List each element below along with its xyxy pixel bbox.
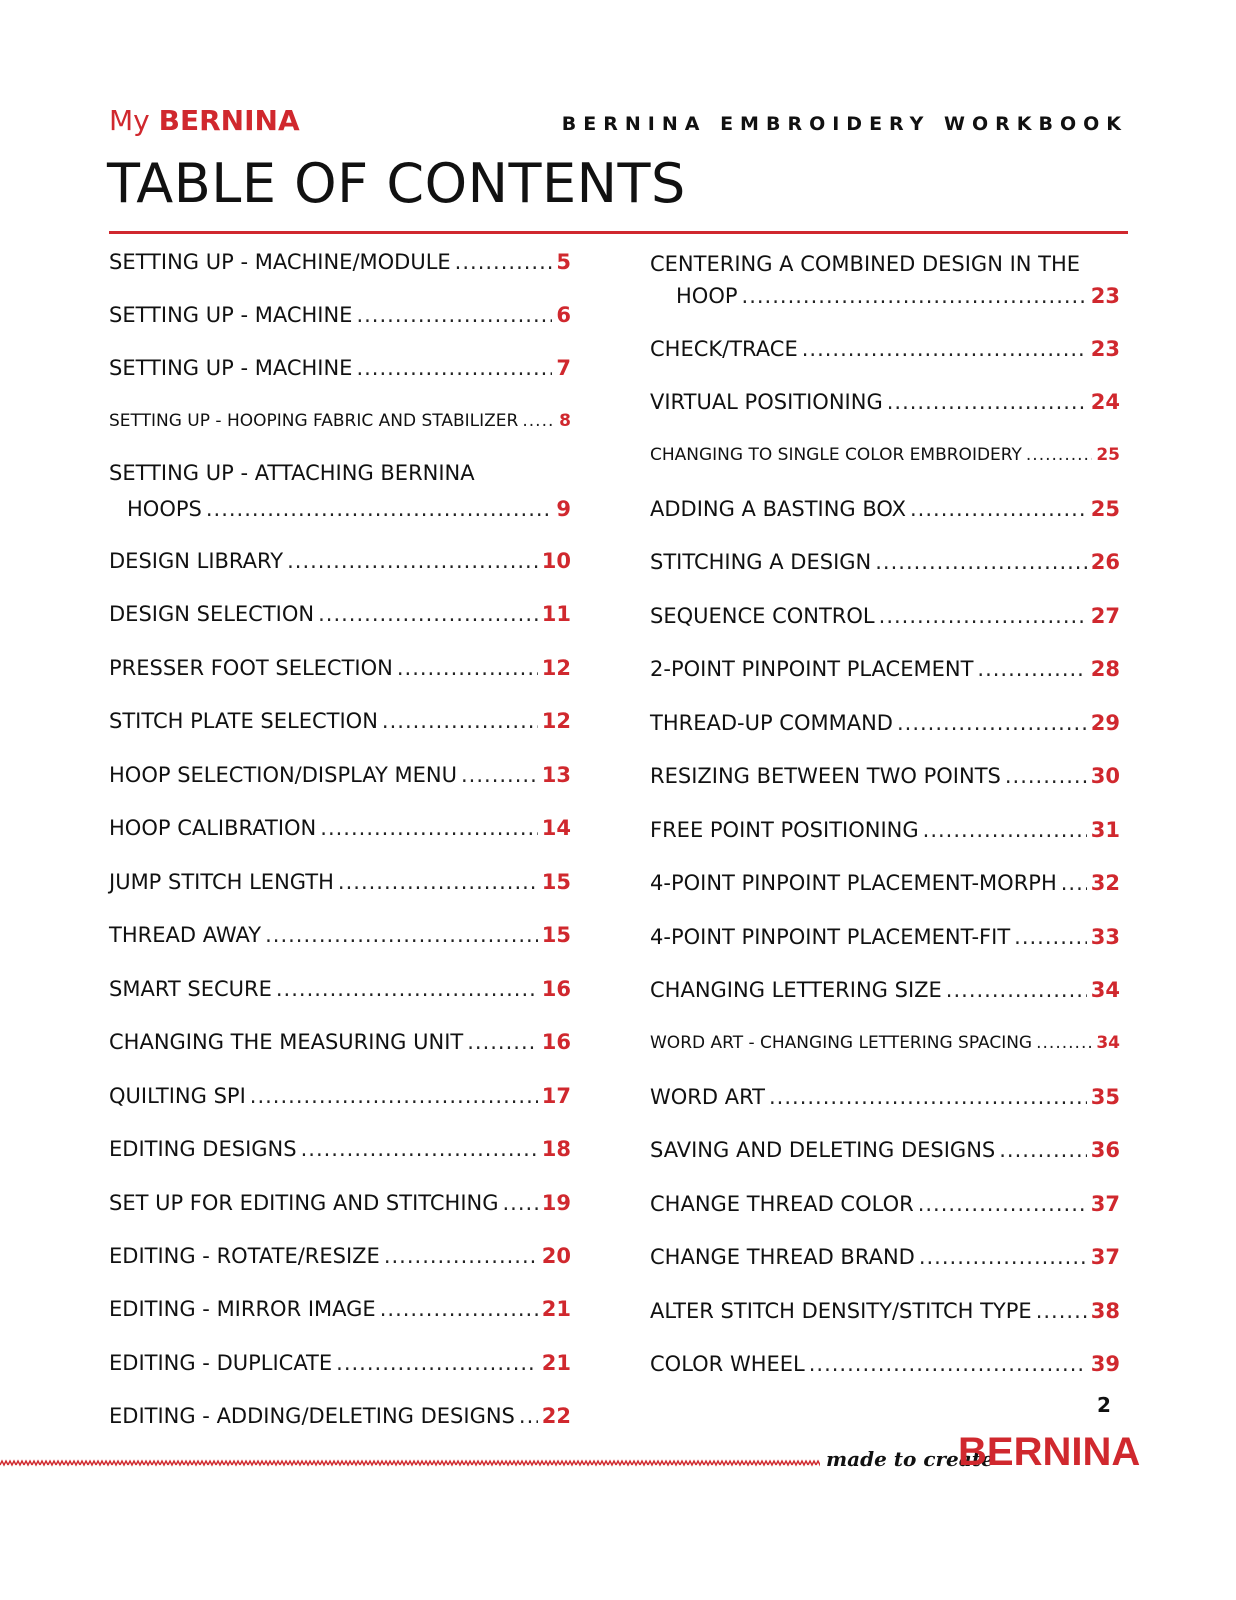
toc-entry-label: CHANGE THREAD BRAND — [650, 1245, 915, 1269]
dot-leader — [384, 1244, 538, 1268]
dot-leader — [320, 816, 538, 840]
toc-entry-label: JUMP STITCH LENGTH — [109, 870, 334, 894]
toc-entry-page-number: 7 — [556, 356, 571, 380]
toc-entry-page-number: 27 — [1090, 604, 1120, 628]
toc-entry[interactable] — [109, 1297, 571, 1321]
toc-entry-page-number: 21 — [541, 1351, 571, 1375]
dot-leader — [519, 1404, 538, 1428]
toc-entry-label: QUILTING SPI — [109, 1084, 246, 1108]
toc-entry-page-number: 14 — [541, 816, 571, 840]
toc-entry[interactable] — [650, 818, 1120, 842]
toc-entry[interactable] — [109, 816, 571, 840]
toc-entry[interactable] — [650, 550, 1120, 574]
toc-entry-label: CHANGING TO SINGLE COLOR EMBROIDERY — [650, 445, 1022, 465]
toc-entry[interactable] — [109, 1137, 571, 1161]
toc-entry-page-number: 37 — [1090, 1245, 1120, 1269]
dot-leader — [338, 870, 538, 894]
toc-entry-page-number: 10 — [541, 549, 571, 573]
toc-entry[interactable] — [650, 1192, 1120, 1216]
dot-leader — [875, 550, 1087, 574]
toc-entry[interactable] — [109, 656, 571, 680]
toc-entry-label: HOOP SELECTION/DISPLAY MENU — [109, 763, 457, 787]
toc-entry[interactable] — [109, 303, 571, 327]
toc-entry-label: EDITING - MIRROR IMAGE — [109, 1297, 376, 1321]
toc-entry-page-number: 16 — [541, 1030, 571, 1054]
toc-entry-page-number: 38 — [1090, 1299, 1120, 1323]
dot-leader — [1036, 1299, 1087, 1323]
toc-entry-label: COLOR WHEEL — [650, 1352, 805, 1376]
dot-leader — [380, 1297, 538, 1321]
toc-entry[interactable] — [650, 1138, 1120, 1162]
toc-entry-page-number: 9 — [556, 497, 571, 521]
dot-leader — [301, 1137, 538, 1161]
toc-entry[interactable] — [109, 870, 571, 894]
toc-entry-label-line1: SETTING UP - ATTACHING BERNINA — [109, 461, 475, 485]
toc-entry[interactable] — [650, 604, 1120, 628]
dot-leader — [336, 1351, 538, 1375]
toc-entry-label: DESIGN SELECTION — [109, 602, 315, 626]
dot-leader — [977, 657, 1086, 681]
toc-entry[interactable] — [109, 356, 571, 380]
toc-entry-page-number: 12 — [541, 709, 571, 733]
dot-leader — [250, 1084, 538, 1108]
bernina-logo: BERNINA — [958, 1430, 1141, 1474]
toc-entry-page-number: 30 — [1090, 764, 1120, 788]
toc-entry-page-number: 22 — [541, 1404, 571, 1428]
toc-entry-label: WORD ART — [650, 1085, 765, 1109]
dot-leader — [918, 1192, 1087, 1216]
toc-entry[interactable] — [109, 1244, 571, 1268]
toc-entry-label: HOOPS — [127, 497, 202, 521]
toc-entry-page-number: 6 — [556, 303, 571, 327]
tagline: made to create — [826, 1447, 994, 1471]
toc-entry[interactable] — [650, 657, 1120, 681]
toc-entry[interactable] — [650, 1245, 1120, 1269]
toc-entry-label: HOOP CALIBRATION — [109, 816, 317, 840]
dot-leader — [897, 711, 1087, 735]
toc-entry-page-number: 12 — [541, 656, 571, 680]
toc-entry[interactable] — [650, 1299, 1120, 1323]
toc-entry-label: SMART SECURE — [109, 977, 272, 1001]
toc-entry-label: SETTING UP - MACHINE — [109, 303, 353, 327]
dot-leader — [809, 1352, 1087, 1376]
dot-leader — [769, 1085, 1087, 1109]
dot-leader — [265, 923, 538, 947]
toc-entry-page-number: 29 — [1090, 711, 1120, 735]
toc-entry-label: PRESSER FOOT SELECTION — [109, 656, 393, 680]
toc-entry-page-number: 15 — [541, 870, 571, 894]
toc-entry[interactable] — [650, 337, 1120, 361]
toc-entry-page-number: 15 — [541, 923, 571, 947]
toc-entry[interactable] — [109, 602, 571, 626]
toc-entry-page-number: 5 — [556, 250, 571, 274]
toc-entry-label: 2-POINT PINPOINT PLACEMENT — [650, 657, 974, 681]
dot-leader — [910, 497, 1087, 521]
toc-entry-label: SETTING UP - HOOPING FABRIC AND STABILIZER — [109, 411, 519, 431]
toc-entry[interactable] — [109, 1404, 571, 1428]
title-divider — [109, 231, 1128, 234]
toc-entry-page-number: 32 — [1090, 871, 1120, 895]
toc-entry-label: SAVING AND DELETING DESIGNS — [650, 1138, 996, 1162]
dot-leader — [455, 250, 553, 274]
toc-entry[interactable] — [650, 1033, 1120, 1053]
toc-entry-label: SET UP FOR EDITING AND STITCHING — [109, 1191, 499, 1215]
toc-entry-label: VIRTUAL POSITIONING — [650, 390, 883, 414]
toc-entry-page-number: 17 — [541, 1084, 571, 1108]
toc-entry-page-number: 11 — [541, 602, 571, 626]
dot-leader — [397, 656, 538, 680]
toc-entry-label: CHANGING LETTERING SIZE — [650, 978, 942, 1002]
toc-entry-page-number: 35 — [1090, 1085, 1120, 1109]
toc-entry-label: RESIZING BETWEEN TWO POINTS — [650, 764, 1001, 788]
toc-entry-page-number: 34 — [1096, 1033, 1120, 1053]
toc-entry-page-number: 13 — [541, 763, 571, 787]
toc-entry[interactable] — [109, 1084, 571, 1108]
toc-entry-page-number: 20 — [541, 1244, 571, 1268]
dot-leader — [1005, 764, 1087, 788]
brand-prefix: My — [109, 104, 159, 137]
toc-entry[interactable] — [650, 871, 1120, 895]
toc-entry-label: THREAD AWAY — [109, 923, 262, 947]
toc-entry-label: EDITING - DUPLICATE — [109, 1351, 333, 1375]
toc-entry[interactable] — [650, 978, 1120, 1002]
dot-leader — [467, 1030, 538, 1054]
dot-leader — [742, 284, 1087, 308]
toc-entry[interactable] — [650, 764, 1120, 788]
toc-entry-page-number: 18 — [541, 1137, 571, 1161]
dot-leader — [318, 602, 538, 626]
dot-leader — [287, 549, 538, 573]
toc-entry[interactable] — [109, 977, 571, 1001]
toc-entry-label: STITCHING A DESIGN — [650, 550, 872, 574]
dot-leader — [887, 390, 1087, 414]
dot-leader — [1036, 1033, 1092, 1053]
toc-entry-label: CHANGING THE MEASURING UNIT — [109, 1030, 464, 1054]
toc-entry[interactable] — [650, 390, 1120, 414]
toc-entry-label: SEQUENCE CONTROL — [650, 604, 875, 628]
toc-entry[interactable] — [650, 711, 1120, 735]
toc-entry[interactable] — [676, 284, 1120, 308]
toc-entry-label: EDITING - ROTATE/RESIZE — [109, 1244, 380, 1268]
dot-leader — [919, 1245, 1087, 1269]
toc-entry-page-number: 25 — [1090, 497, 1120, 521]
dot-leader — [999, 1138, 1087, 1162]
dot-leader — [206, 497, 553, 521]
dot-leader — [946, 978, 1087, 1002]
toc-entry[interactable] — [650, 1085, 1120, 1109]
toc-entry[interactable] — [127, 497, 571, 521]
toc-entry-page-number: 34 — [1090, 978, 1120, 1002]
toc-entry[interactable] — [109, 250, 571, 274]
toc-entry[interactable] — [650, 445, 1120, 465]
dot-leader — [1061, 871, 1087, 895]
dot-leader — [923, 818, 1087, 842]
toc-entry-page-number: 21 — [541, 1297, 571, 1321]
toc-entry-label: STITCH PLATE SELECTION — [109, 709, 378, 733]
toc-entry[interactable] — [109, 1030, 571, 1054]
toc-entry[interactable] — [650, 497, 1120, 521]
toc-entry-page-number: 37 — [1090, 1192, 1120, 1216]
toc-entry-label: 4-POINT PINPOINT PLACEMENT-MORPH — [650, 871, 1057, 895]
toc-entry[interactable] — [109, 709, 571, 733]
toc-entry-label: DESIGN LIBRARY — [109, 549, 284, 573]
toc-entry[interactable] — [650, 925, 1120, 949]
toc-entry-page-number: 36 — [1090, 1138, 1120, 1162]
toc-entry-page-number: 23 — [1090, 284, 1120, 308]
toc-entry[interactable] — [109, 763, 571, 787]
dot-leader — [503, 1191, 538, 1215]
dot-leader — [522, 411, 555, 431]
toc-entry[interactable] — [109, 1191, 571, 1215]
toc-entry-label: EDITING - ADDING/DELETING DESIGNS — [109, 1404, 515, 1428]
toc-entry-label: 4-POINT PINPOINT PLACEMENT-FIT — [650, 925, 1011, 949]
dot-leader — [461, 763, 538, 787]
toc-entry-page-number: 33 — [1090, 925, 1120, 949]
toc-entry-label: WORD ART - CHANGING LETTERING SPACING — [650, 1033, 1033, 1053]
toc-entry-label: ALTER STITCH DENSITY/STITCH TYPE — [650, 1299, 1032, 1323]
toc-entry-page-number: 19 — [541, 1191, 571, 1215]
brand-name: BERNINA — [158, 104, 300, 137]
dot-leader — [1026, 445, 1092, 465]
toc-entry-page-number: 25 — [1096, 445, 1120, 465]
stitch-line-decoration — [0, 1459, 820, 1467]
toc-entry-page-number: 8 — [559, 411, 571, 431]
toc-entry-page-number: 39 — [1090, 1352, 1120, 1376]
brand-header — [109, 104, 300, 137]
toc-entry[interactable] — [650, 1352, 1120, 1376]
toc-entry-label: CHECK/TRACE — [650, 337, 798, 361]
toc-entry-label-line1: CENTERING A COMBINED DESIGN IN THE — [650, 252, 1081, 276]
toc-entry-page-number: 31 — [1090, 818, 1120, 842]
dot-leader — [276, 977, 538, 1001]
dot-leader — [356, 303, 552, 327]
dot-leader — [879, 604, 1087, 628]
dot-leader — [382, 709, 538, 733]
toc-entry-label: SETTING UP - MACHINE/MODULE — [109, 250, 451, 274]
toc-entry-page-number: 28 — [1090, 657, 1120, 681]
toc-entry-page-number: 23 — [1090, 337, 1120, 361]
page-number: 2 — [1097, 1393, 1111, 1417]
toc-entry-label: SETTING UP - MACHINE — [109, 356, 353, 380]
toc-entry-label: THREAD-UP COMMAND — [650, 711, 893, 735]
toc-entry[interactable] — [109, 411, 571, 431]
workbook-title: BERNINA EMBROIDERY WORKBOOK — [561, 113, 1128, 135]
toc-entry-page-number: 24 — [1090, 390, 1120, 414]
toc-entry-label: ADDING A BASTING BOX — [650, 497, 906, 521]
dot-leader — [802, 337, 1087, 361]
toc-entry[interactable] — [109, 1351, 571, 1375]
toc-entry-page-number: 26 — [1090, 550, 1120, 574]
dot-leader — [1014, 925, 1087, 949]
toc-entry-page-number: 16 — [541, 977, 571, 1001]
toc-entry-label: CHANGE THREAD COLOR — [650, 1192, 914, 1216]
dot-leader — [356, 356, 552, 380]
page-title: TABLE OF CONTENTS — [107, 152, 686, 215]
toc-entry[interactable] — [109, 923, 571, 947]
toc-entry[interactable] — [109, 549, 571, 573]
toc-entry-label: HOOP — [676, 284, 738, 308]
toc-entry-label: EDITING DESIGNS — [109, 1137, 297, 1161]
toc-entry-label: FREE POINT POSITIONING — [650, 818, 919, 842]
